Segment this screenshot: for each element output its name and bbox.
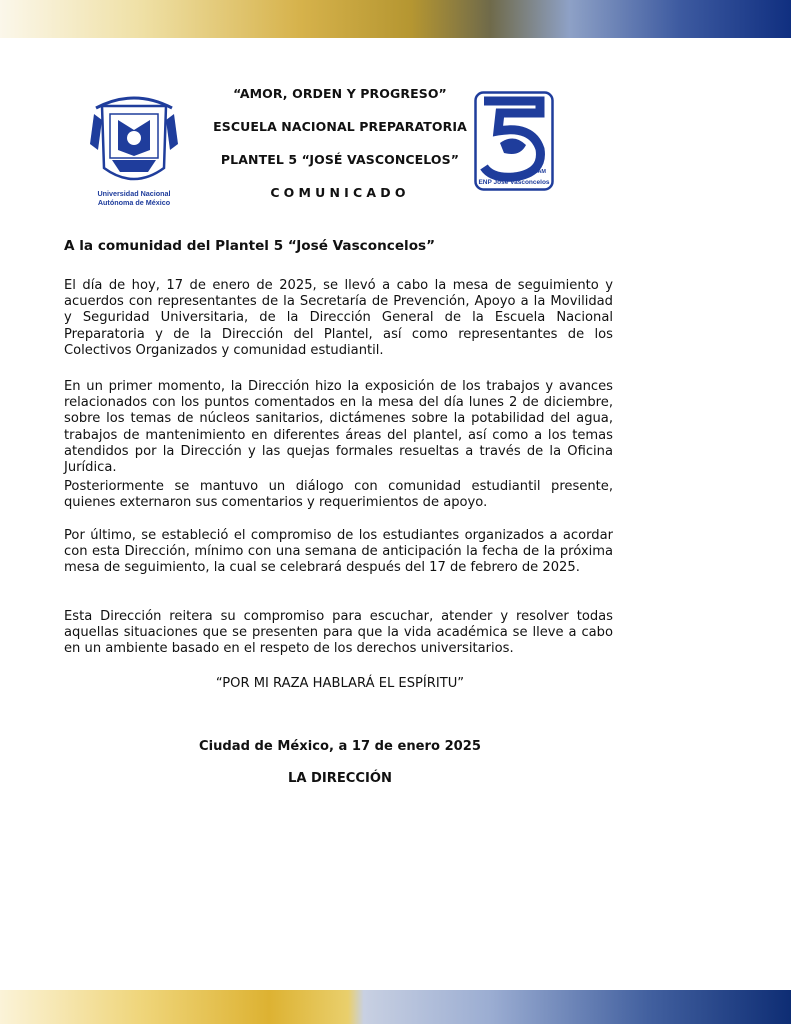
- header-motto: “AMOR, ORDEN Y PROGRESO”: [233, 86, 447, 101]
- header-campus: PLANTEL 5 “JOSÉ VASCONCELOS”: [220, 152, 460, 167]
- closing-motto: “POR MI RAZA HABLARÁ EL ESPÍRITU”: [215, 676, 465, 691]
- top-decorative-band: [0, 0, 791, 38]
- place-and-date: Ciudad de México, a 17 de enero 2025: [198, 739, 482, 754]
- signature: LA DIRECCIÓN: [288, 771, 392, 786]
- header-school: ESCUELA NACIONAL PREPARATORIA: [213, 119, 467, 134]
- document-type-title: COMUNICADO: [270, 185, 410, 200]
- paragraph-dialogue: Posteriormente se mantuvo un diálogo con comunidad estudiantil presente, quienes externaron sus comentarios y requerimientos de apoyo.: [64, 479, 613, 511]
- svg-text:ENP José Vasconcelos: ENP José Vasconcelos: [478, 179, 550, 186]
- svg-text:Universidad Nacional: Universidad Nacional: [97, 189, 171, 198]
- paragraph-commitment: Por último, se estableció el compromiso de los estudiantes organizados a acordar con esta Dirección, mínimo con una semana de anticipación la fecha de la próxima mesa de seguimiento, la cual se celebrará después del 17 de febrero de 2025.: [64, 528, 613, 576]
- paragraph-meeting: El día de hoy, 17 de enero de 2025, se llevó a cabo la mesa de seguimiento y acuerdos con representantes de la Secretaría de Prevención, Apoyo a la Movilidad y Seguridad Universitaria, de la Dirección General de la Escuela Nacional Preparatoria y de la Dirección del Plantel, así como representantes de los Colectivos Organizados y comunidad estudiantil.: [64, 278, 613, 358]
- bottom-decorative-band: [0, 990, 791, 1024]
- enp-plantel-5-logo: [474, 91, 554, 191]
- paragraph-progress: En un primer momento, la Dirección hizo la exposición de los trabajos y avances relacionados con los puntos comentados en la mesa del día lunes 2 de diciembre, sobre los temas de núcleos sanitarios, dictámenes sobre la potabilidad del agua, trabajos de mantenimiento en diferentes áreas del plantel, así como a los temas atendidos por la Dirección y las quejas formales resueltas a través de la Oficina Jurídica.: [64, 379, 613, 476]
- unam-shield-logo: [88, 90, 180, 218]
- svg-text:Autónoma de México: Autónoma de México: [97, 198, 171, 207]
- salutation: A la comunidad del Plantel 5 “José Vasconcelos”: [64, 238, 436, 254]
- svg-text:UNAM: UNAM: [529, 169, 546, 175]
- paragraph-reiteration: Esta Dirección reitera su compromiso para escuchar, atender y resolver todas aquellas situaciones que se presenten para que la vida académica se lleve a cabo en un ambiente basado en el respeto de los derechos universitarios.: [64, 609, 613, 657]
